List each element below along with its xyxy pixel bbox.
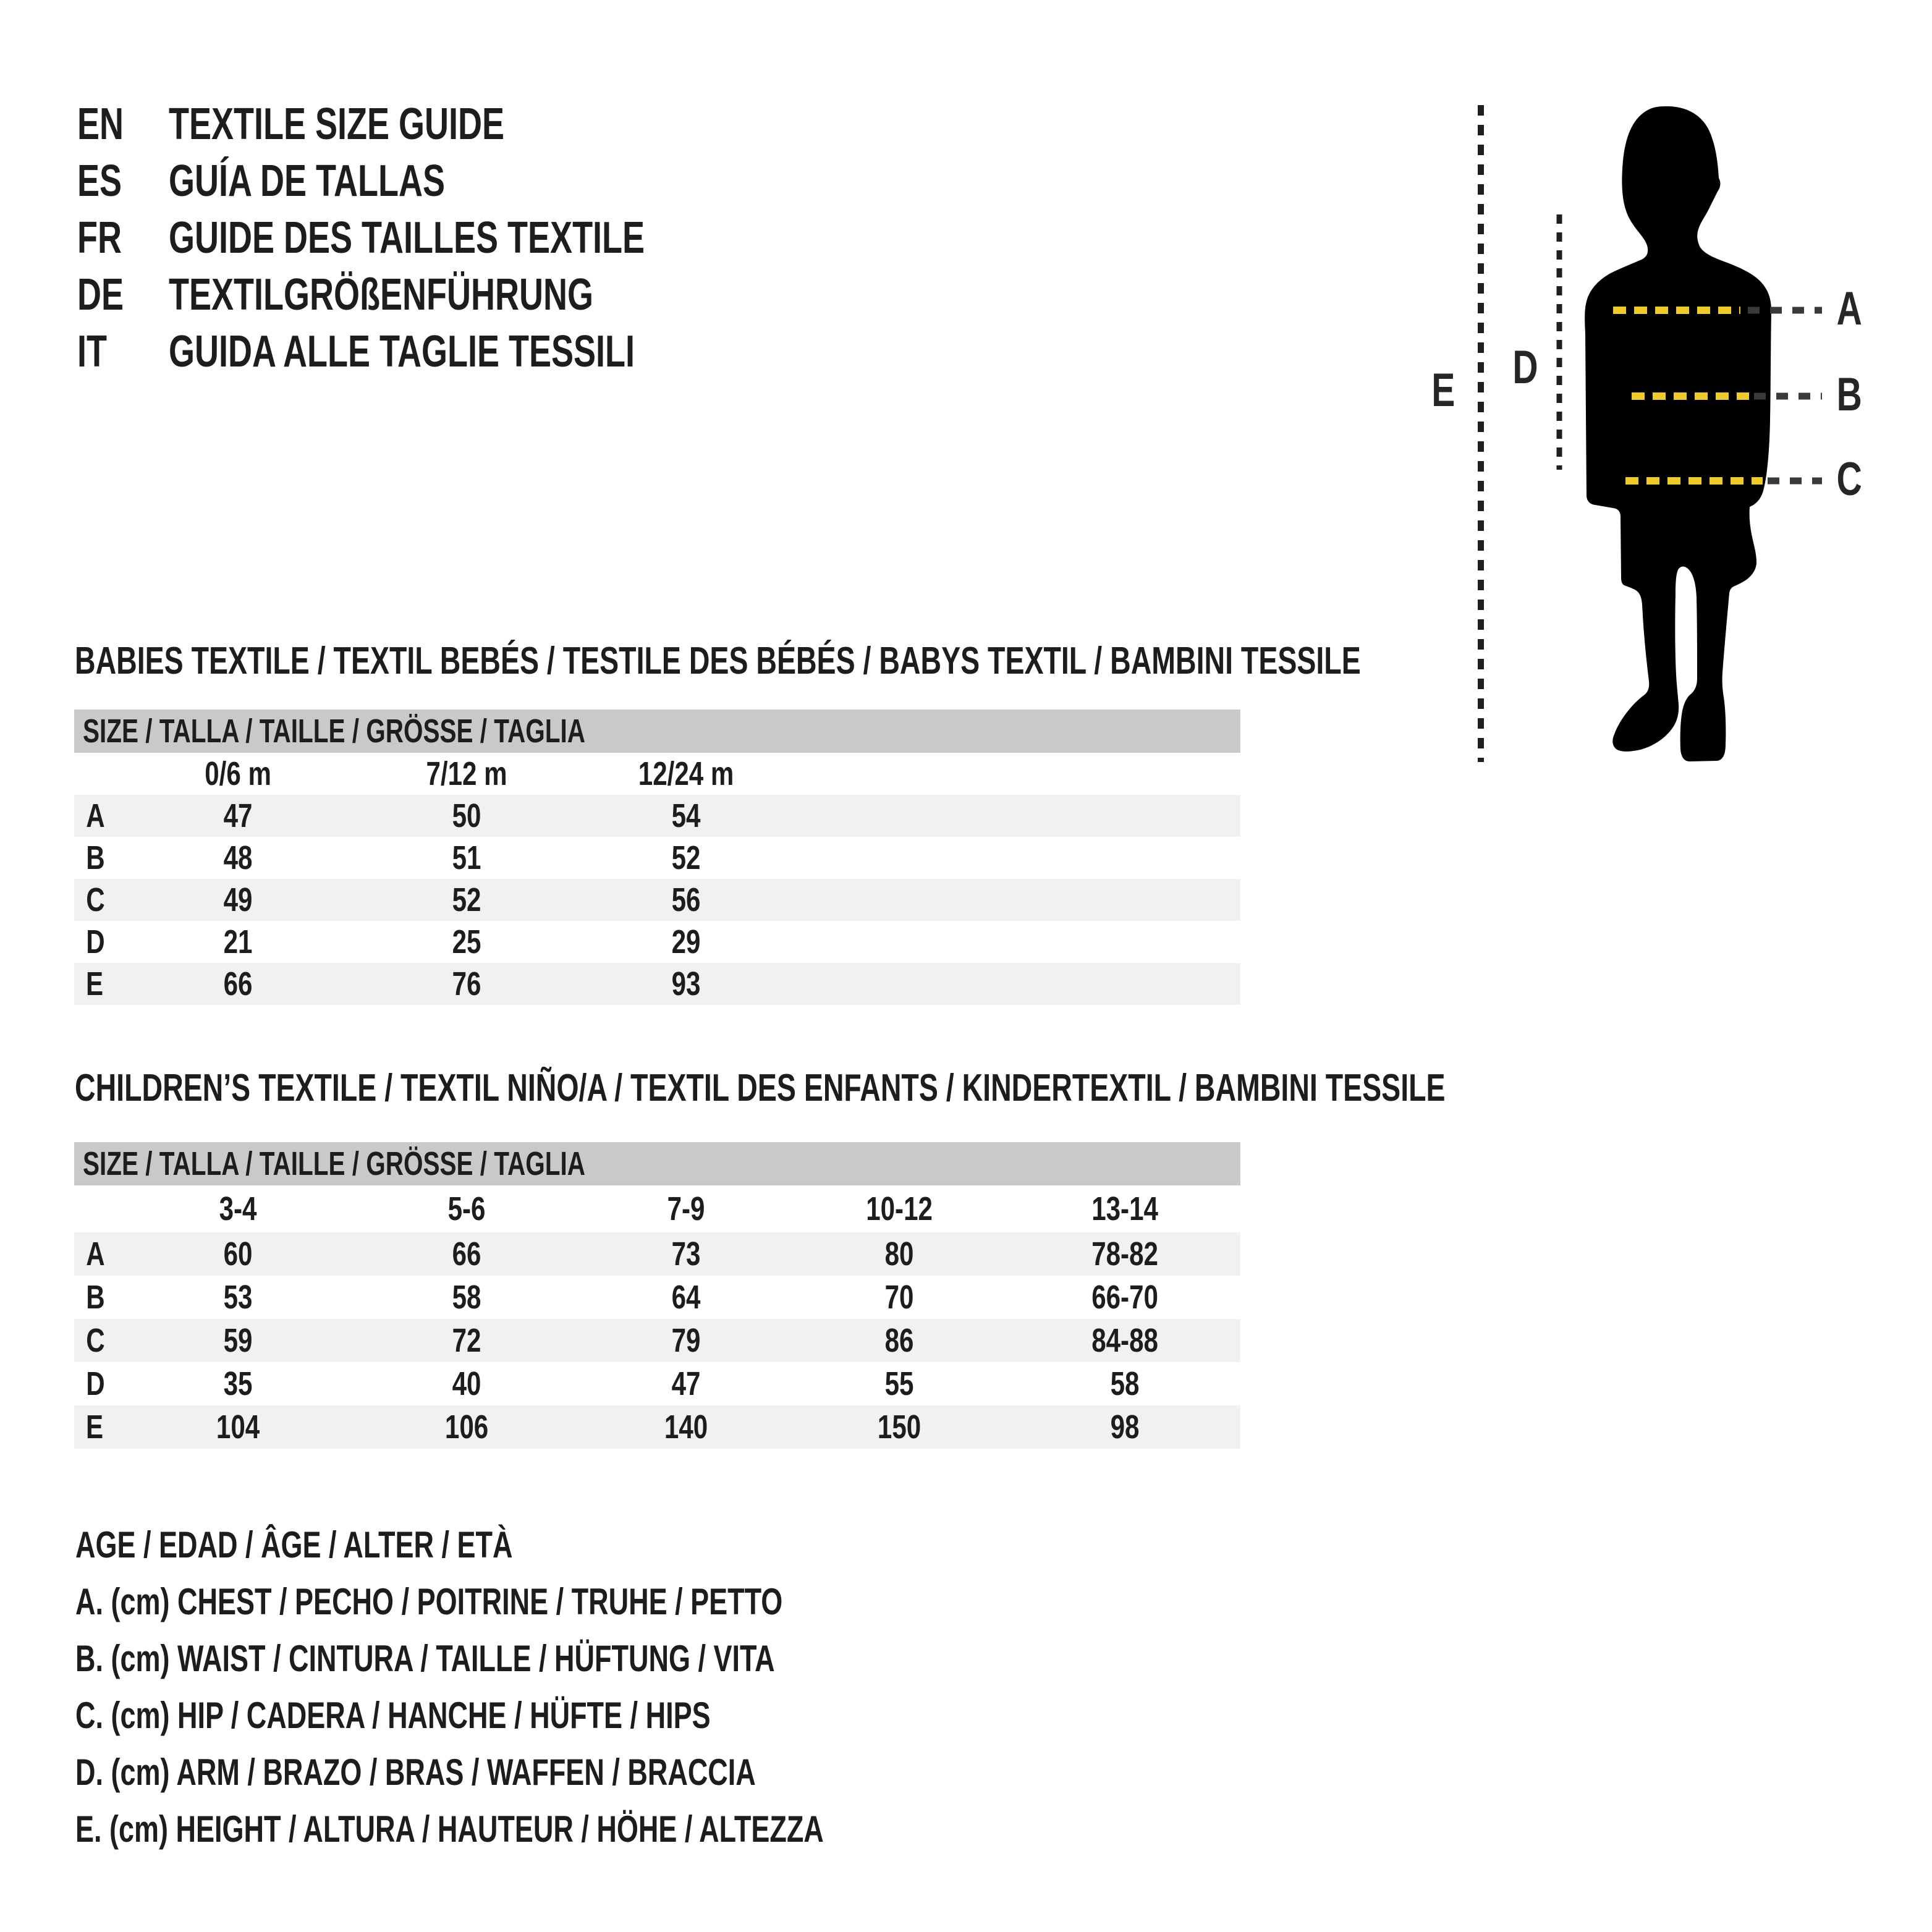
column-header: 5-6 <box>447 1190 486 1227</box>
table-row-C <box>74 879 1240 921</box>
legend-line-4: D. (cm) ARM / BRAZO / BRAS / WAFFEN / BRACCIA <box>75 1752 756 1793</box>
table-row-D <box>74 1362 1240 1405</box>
language-code: FR <box>77 213 122 263</box>
language-row-es <box>77 156 1375 206</box>
column-header: 0/6 m <box>205 755 271 792</box>
cell-value: 52 <box>452 881 481 918</box>
figure-label-D: D <box>1512 341 1538 394</box>
language-guide-title: GUIDA ALLE TAGLIE TESSILI <box>169 327 635 376</box>
column-header-row <box>74 1185 1240 1232</box>
cell-value: 66-70 <box>1091 1279 1158 1316</box>
cell-value: 50 <box>452 797 481 834</box>
language-row-it <box>77 329 1375 374</box>
cell-value: 60 <box>223 1235 253 1273</box>
cell-value: 54 <box>671 797 701 834</box>
language-guide-title: TEXTILGRÖßENFÜHRUNG <box>169 270 593 320</box>
language-row-en <box>77 100 1375 149</box>
cell-value: 86 <box>884 1322 914 1359</box>
figure-label-C: C <box>1836 453 1862 506</box>
row-label: D <box>86 923 105 960</box>
column-header: 7/12 m <box>426 755 507 792</box>
measurement-figure <box>1407 74 1932 820</box>
cell-value: 56 <box>671 881 701 918</box>
row-label: A <box>86 1235 105 1273</box>
babies-table-title-text: BABIES TEXTILE / TEXTIL BEBÉS / TESTILE DES BÉBÉS / BABYS TEXTIL / BAMBINI TESSILE <box>75 640 1361 682</box>
cell-value: 84-88 <box>1091 1322 1158 1359</box>
column-header: 3-4 <box>219 1190 257 1227</box>
language-row-fr <box>77 213 1375 263</box>
cell-value: 106 <box>444 1409 489 1446</box>
row-label: C <box>86 881 105 918</box>
language-row-de <box>77 270 1375 320</box>
cell-value: 49 <box>223 881 253 918</box>
row-label: D <box>86 1365 105 1402</box>
table-row-A <box>74 795 1240 837</box>
table-row-D <box>74 921 1240 963</box>
cell-value: 58 <box>1110 1365 1140 1402</box>
babies-size-header-bar <box>74 710 1240 753</box>
language-guide-title: GUÍA DE TALLAS <box>169 156 445 206</box>
cell-value: 29 <box>671 923 701 960</box>
cell-value: 35 <box>223 1365 253 1402</box>
cell-value: 98 <box>1110 1409 1140 1446</box>
cell-value: 80 <box>884 1235 914 1273</box>
table-row-E <box>74 963 1240 1005</box>
legend-line-1: A. (cm) CHEST / PECHO / POITRINE / TRUHE / PETTO <box>75 1581 783 1622</box>
cell-value: 59 <box>223 1322 253 1359</box>
children-size-header-text: SIZE / TALLA / TAILLE / GRÖSSE / TAGLIA <box>83 1145 585 1182</box>
children-table-title <box>75 1069 1902 1108</box>
cell-value: 79 <box>671 1322 701 1359</box>
cell-value: 66 <box>452 1235 481 1273</box>
language-code: DE <box>77 270 124 320</box>
cell-value: 51 <box>452 839 481 876</box>
cell-value: 21 <box>223 923 253 960</box>
legend-line-5: E. (cm) HEIGHT / ALTURA / HAUTEUR / HÖHE / ALTEZZA <box>75 1808 824 1850</box>
table-row-E <box>74 1405 1240 1449</box>
column-header: 10-12 <box>866 1190 933 1227</box>
children-table-title-text: CHILDREN’S TEXTILE / TEXTIL NIÑO/A / TEXTIL DES ENFANTS / KINDERTEXTIL / BAMBINI TESSILE <box>75 1067 1446 1109</box>
babies-table-title <box>75 642 1789 680</box>
table-row-B <box>74 837 1240 879</box>
legend-line-0: AGE / EDAD / ÂGE / ALTER / ETÀ <box>75 1524 513 1566</box>
language-code: ES <box>77 156 122 206</box>
figure-label-A: A <box>1836 282 1862 335</box>
row-label: B <box>86 1279 105 1316</box>
cell-value: 73 <box>671 1235 701 1273</box>
cell-value: 93 <box>671 965 701 1002</box>
cell-value: 78-82 <box>1091 1235 1158 1273</box>
cell-value: 64 <box>671 1279 701 1316</box>
language-code: EN <box>77 100 124 149</box>
cell-value: 53 <box>223 1279 253 1316</box>
figure-label-E: E <box>1431 364 1455 417</box>
row-label: C <box>86 1322 105 1359</box>
figure-label-B: B <box>1836 368 1862 421</box>
table-row-A <box>74 1232 1240 1276</box>
row-label: E <box>85 1409 104 1446</box>
children-size-header-bar <box>74 1142 1240 1185</box>
legend-line-2: B. (cm) WAIST / CINTURA / TAILLE / HÜFTUNG / VITA <box>75 1638 775 1679</box>
cell-value: 70 <box>884 1279 914 1316</box>
cell-value: 55 <box>884 1365 914 1402</box>
cell-value: 48 <box>223 839 253 876</box>
language-code: IT <box>77 327 107 376</box>
column-header: 12/24 m <box>638 755 734 792</box>
row-label: B <box>86 839 105 876</box>
column-header: 13-14 <box>1091 1190 1158 1227</box>
cell-value: 140 <box>664 1409 708 1446</box>
column-header: 7-9 <box>667 1190 705 1227</box>
cell-value: 150 <box>877 1409 922 1446</box>
cell-value: 47 <box>223 797 253 834</box>
language-guide-title: TEXTILE SIZE GUIDE <box>169 100 505 149</box>
table-row-B <box>74 1276 1240 1319</box>
cell-value: 72 <box>452 1322 481 1359</box>
row-label: A <box>86 797 105 834</box>
cell-value: 66 <box>223 965 253 1002</box>
row-label: E <box>85 965 104 1002</box>
cell-value: 40 <box>452 1365 481 1402</box>
babies-size-header-text: SIZE / TALLA / TAILLE / GRÖSSE / TAGLIA <box>83 713 585 750</box>
cell-value: 104 <box>216 1409 260 1446</box>
cell-value: 76 <box>452 965 481 1002</box>
column-header-row <box>74 753 1240 795</box>
cell-value: 47 <box>671 1365 701 1402</box>
language-guide-title: GUIDE DES TAILLES TEXTILE <box>169 213 645 263</box>
cell-value: 58 <box>452 1279 481 1316</box>
legend-line-3: C. (cm) HIP / CADERA / HANCHE / HÜFTE / HIPS <box>75 1695 711 1736</box>
cell-value: 25 <box>452 923 481 960</box>
table-row-C <box>74 1319 1240 1362</box>
cell-value: 52 <box>671 839 701 876</box>
